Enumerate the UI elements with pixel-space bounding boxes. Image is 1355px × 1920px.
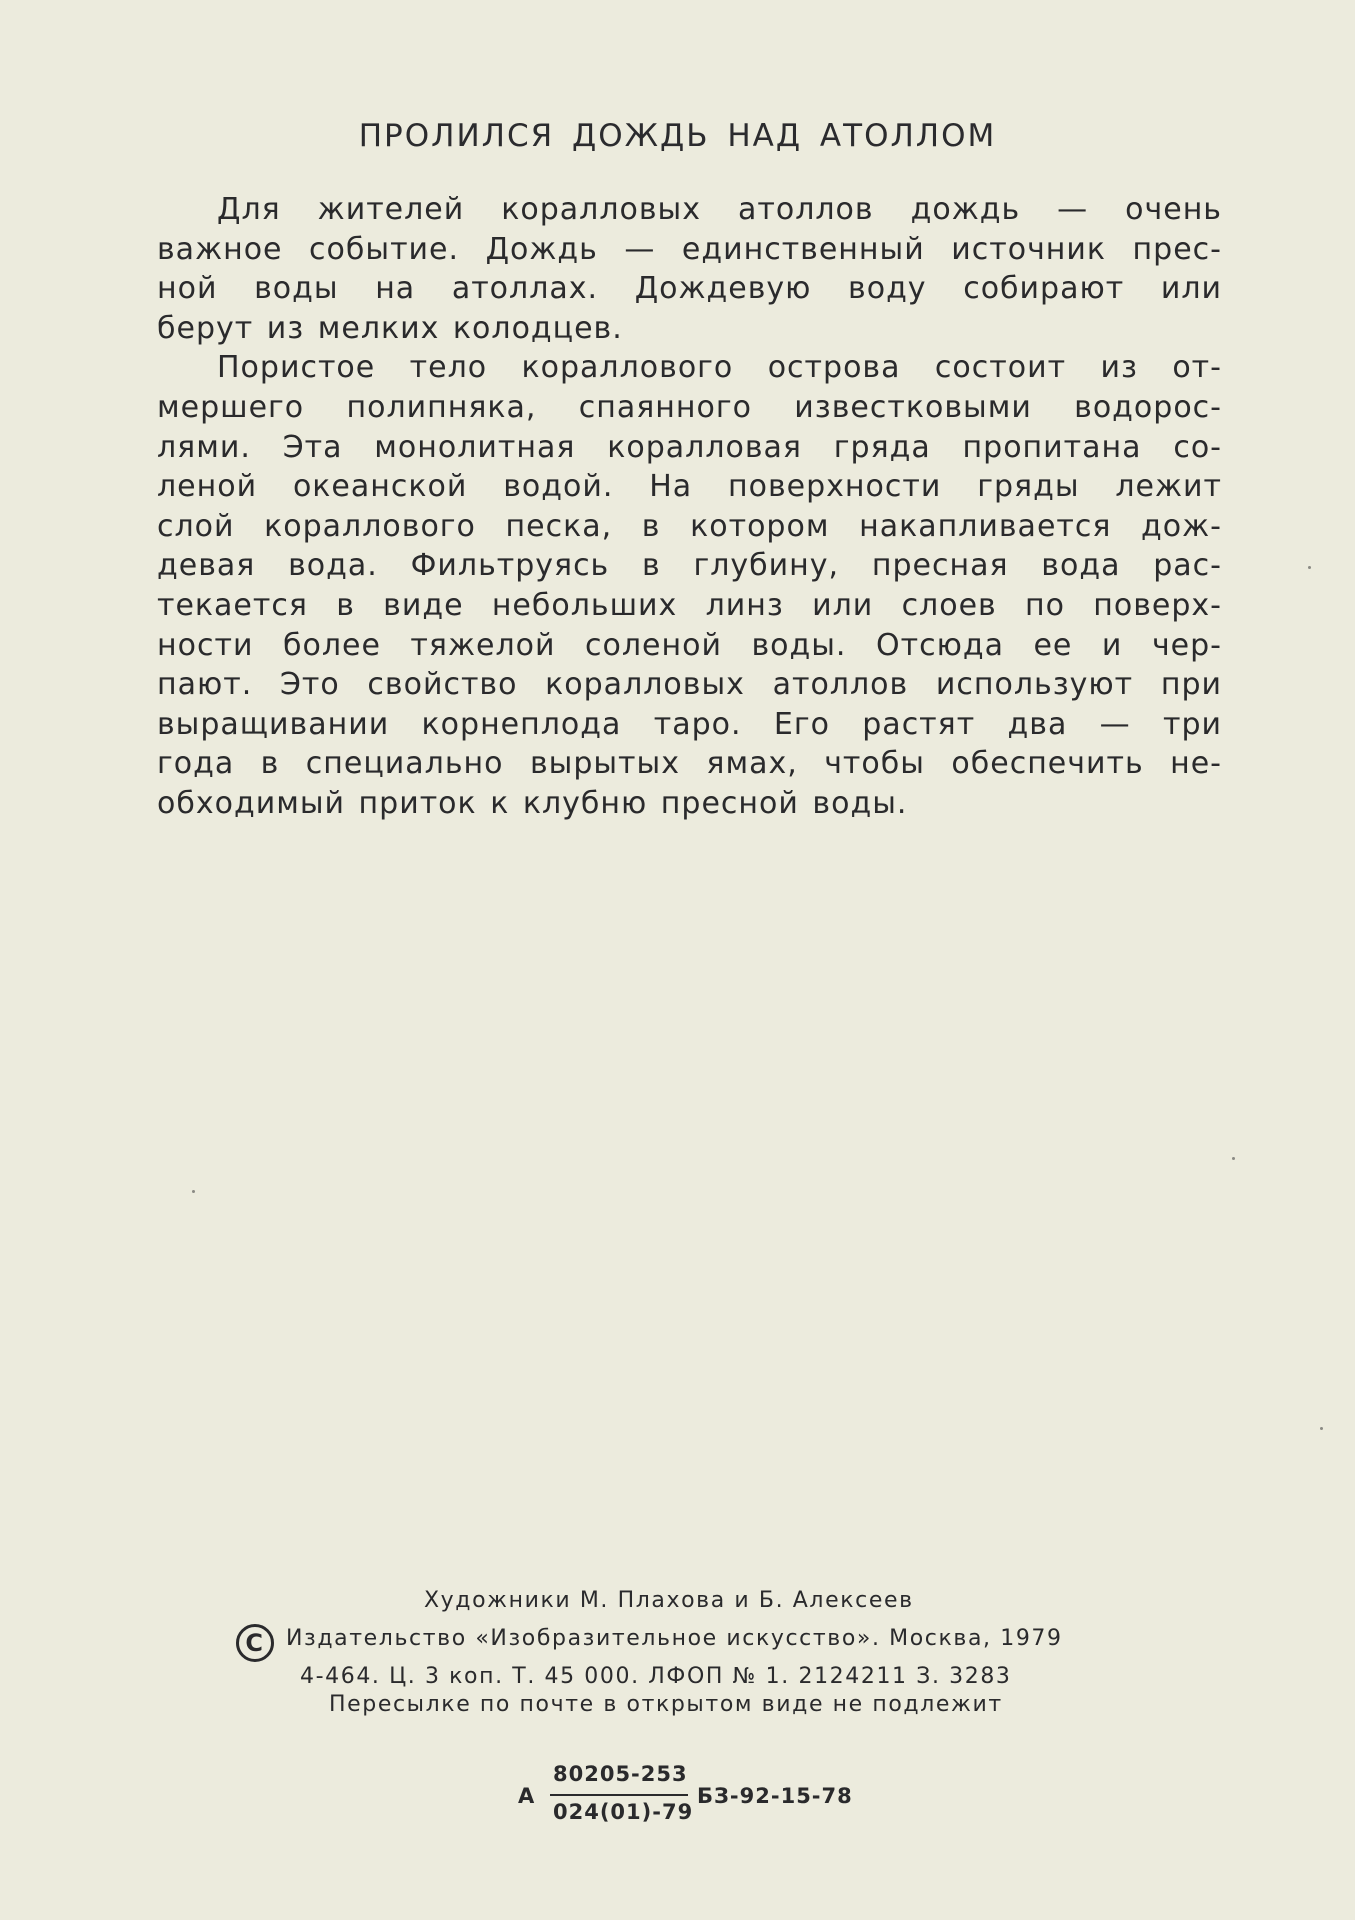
text-line: девая вода. Фильтруясь в глубину, пресная вода рас-	[157, 548, 1222, 584]
fraction-rule	[550, 1794, 688, 1796]
paper-speck	[1308, 566, 1311, 569]
text-line: года в специально вырытых ямах, чтобы обеспечить не-	[157, 746, 1222, 782]
text-line: Для жителей коралловых атоллов дождь — очень	[217, 192, 1222, 227]
mail-note: Пересылке по почте в открытом виде не подлежит	[329, 1692, 1003, 1717]
text-line: берут из мелких колодцев.	[157, 310, 623, 346]
paper-speck	[1232, 1157, 1235, 1160]
text-line: важное событие. Дождь — единственный источник прес-	[157, 231, 1222, 267]
text-line: ной воды на атоллах. Дождевую воду собирают или	[157, 271, 1222, 307]
paragraph-2	[157, 348, 1222, 823]
text-line: лями. Эта монолитная коралловая гряда пропитана со-	[157, 429, 1222, 465]
text-line: выращивании корнеплода таро. Его растят два — три	[157, 706, 1222, 742]
text-line: ности более тяжелой соленой воды. Отсюда ее и чер-	[157, 627, 1222, 663]
index-suffix: БЗ-92-15-78	[697, 1784, 853, 1808]
paper-speck	[1320, 1427, 1323, 1430]
publisher-line: Издательство «Изобразительное искусство». Москва, 1979	[286, 1626, 1063, 1651]
text-line: слой кораллового песка, в котором накапливается дож-	[157, 508, 1222, 544]
text-line: обходимый приток к клубню пресной воды.	[157, 785, 908, 821]
index-numerator: 80205-253	[553, 1762, 688, 1786]
text-line: Пористое тело кораллового острова состоит из от-	[217, 350, 1222, 386]
text-line: пают. Это свойство коралловых атоллов используют при	[157, 667, 1222, 703]
copyright-icon: C	[236, 1624, 274, 1662]
index-prefix: А	[518, 1784, 536, 1808]
print-info-line: 4-464. Ц. 3 коп. Т. 45 000. ЛФОП № 1. 2124211 З. 3283	[300, 1664, 1012, 1689]
body-text	[157, 190, 1222, 824]
artists-credit: Художники М. Плахова и Б. Алексеев	[424, 1588, 914, 1613]
text-line: мершего полипняка, спаянного известковыми водорос-	[157, 389, 1222, 425]
page-title: ПРОЛИЛСЯ ДОЖДЬ НАД АТОЛЛОМ	[358, 118, 997, 154]
paragraph-1	[157, 190, 1222, 348]
paper-speck	[192, 1190, 195, 1193]
text-line: леной океанской водой. На поверхности гряды лежит	[157, 469, 1222, 505]
text-line: текается в виде небольших линз или слоев по поверх-	[157, 587, 1222, 623]
index-denominator: 024(01)-79	[553, 1800, 694, 1824]
